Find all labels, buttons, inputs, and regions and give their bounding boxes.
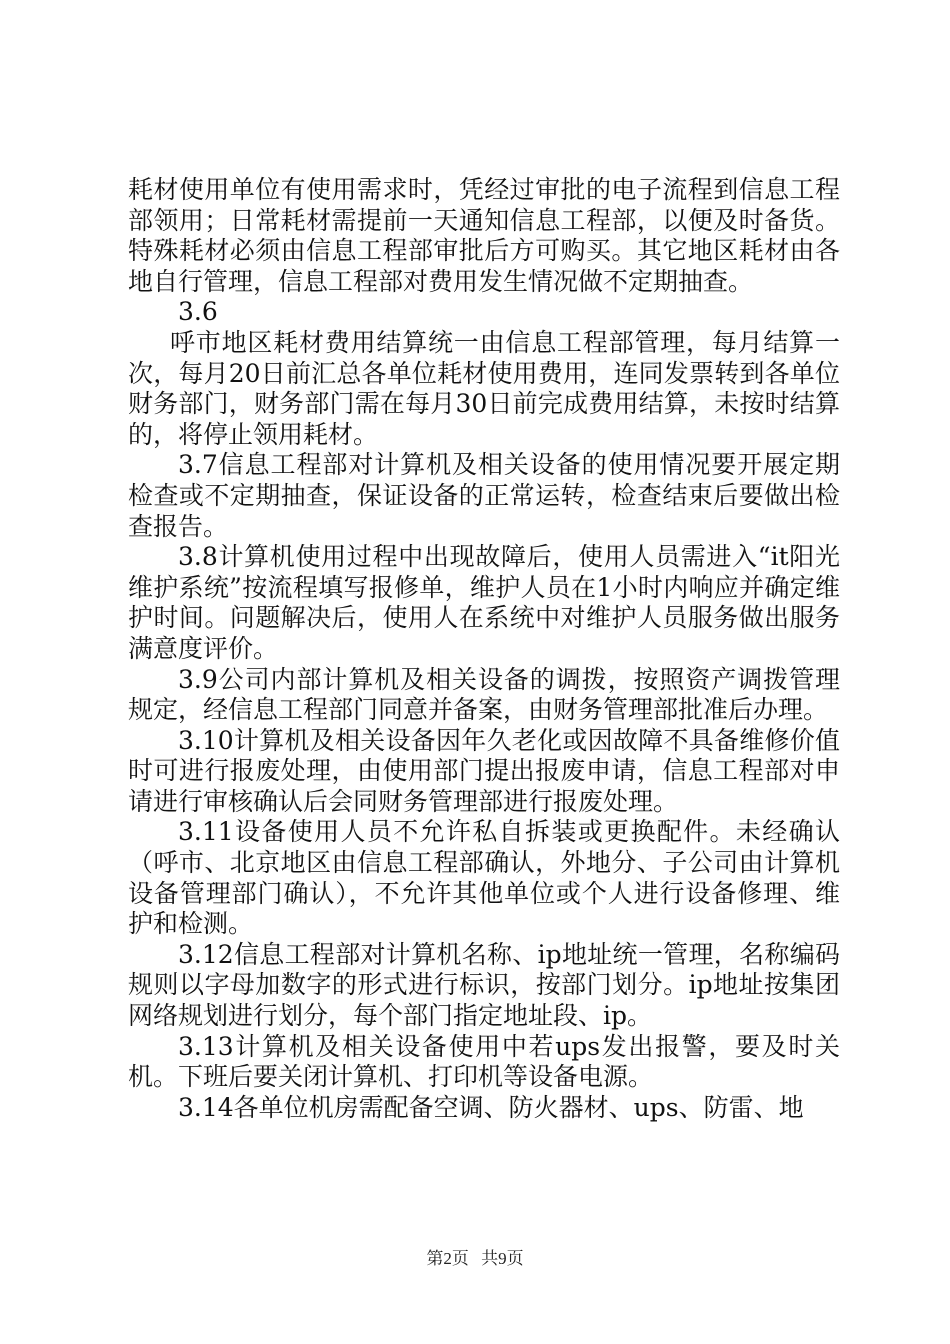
section-number-3-6: 3.6 (178, 297, 218, 327)
page-number: 第2页 (426, 1249, 469, 1268)
paragraph-consumables-usage: 耗材使用单位有使用需求时，凭经过审批的电子流程到信息工程部领用；日常耗材需提前一天通知信息工程部，以便及时备货。特殊耗材必须由信息工程部审批后方可购买。其它地区耗材由各地自行管理，信息工程部对费用发生情况做不定期抽查。 (128, 175, 840, 296)
paragraph-3-11: 3.11设备使用人员不允许私自拆装或更换配件。未经确认（呼市、北京地区由信息工程部确认，外地分、子公司由计算机设备管理部门确认），不允许其他单位或个人进行设备修理、维护和检测。 (128, 817, 840, 939)
paragraph-3-8: 3.8计算机使用过程中出现故障后，使用人员需进入“it阳光维护系统”按流程填写报修单，维护人员在1小时内响应并确定维护时间。问题解决后，使用人在系统中对维护人员服务做出服务满意度评价。 (128, 542, 840, 663)
paragraph-3-13: 3.13计算机及相关设备使用中若ups发出报警，要及时关机。下班后要关闭计算机、打印机等设备电源。 (128, 1031, 840, 1092)
paragraph-3-14: 3.14各单位机房需配备空调、防火器材、ups、防雷、地 (178, 1092, 804, 1122)
page-total: 共9页 (481, 1249, 524, 1268)
document-body (128, 175, 840, 1123)
paragraph-3-10: 3.10计算机及相关设备因年久老化或因故障不具备维修价值时可进行报废处理，由使用部门提出报废申请，信息工程部对申请进行审核确认后会同财务管理部进行报废处理。 (128, 725, 840, 816)
paragraph-3-9: 3.9公司内部计算机及相关设备的调拨，按照资产调拨管理规定，经信息工程部门同意并备案，由财务管理部批准后办理。 (128, 664, 840, 725)
paragraph-3-7: 3.7信息工程部对计算机及相关设备的使用情况要开展定期检查或不定期抽查，保证设备的正常运转，检查结束后要做出检查报告。 (128, 450, 840, 541)
paragraph-3-12: 3.12信息工程部对计算机名称、ip地址统一管理，名称编码规则以字母加数字的形式进行标识，按部门划分。ip地址按集团网络规划进行划分，每个部门指定地址段、ip。 (128, 939, 840, 1031)
page-footer (0, 1244, 950, 1269)
paragraph-3-6: 呼市地区耗材费用结算统一由信息工程部管理，每月结算一次，每月20日前汇总各单位耗材使用费用，连同发票转到各单位财务部门，财务部门需在每月30日前完成费用结算，未按时结算的，将停止领用耗材。 (128, 327, 840, 449)
